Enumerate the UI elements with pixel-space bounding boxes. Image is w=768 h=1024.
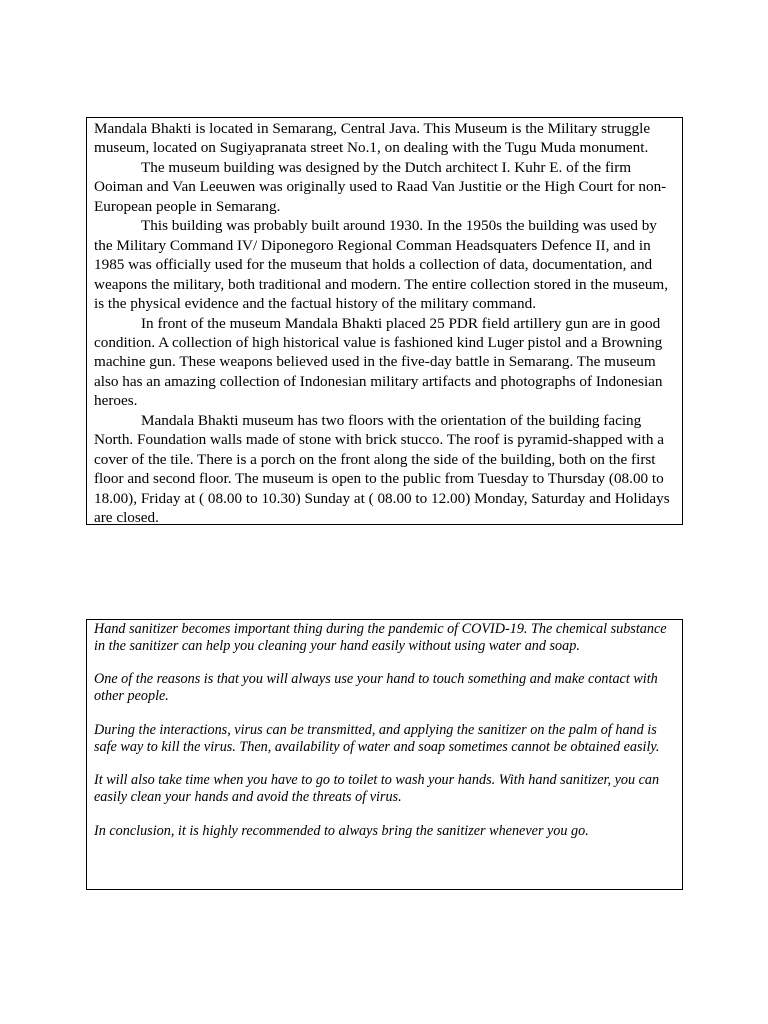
sanitizer-paragraph-conclusion: In conclusion, it is highly recommended to always bring the sanitizer whenever you go. bbox=[94, 822, 589, 839]
museum-paragraph-architect: The museum building was designed by the Dutch architect I. Kuhr E. of the firm Ooiman and Van Leeuwen was originally used to Raad Van Justitie or the High Court for non-European people in Semarang. bbox=[94, 158, 667, 215]
museum-paragraph-collection: In front of the museum Mandala Bhakti placed 25 PDR field artillery gun are in good condition. A collection of high historical value is fashioned kind Luger pistol and a Browning machine gun. These weapons believed used in the five-day battle in Semarang. The museum also has an amazing collection of Indonesian military artifacts and photographs of Indonesian heroes. bbox=[94, 314, 663, 410]
sanitizer-paragraph-toilet: It will also take time when you have to go to toilet to wash your hands. With hand sanitizer, you can easily clean your hands and avoid the threats of virus. bbox=[94, 772, 660, 805]
sanitizer-text-box bbox=[86, 619, 683, 890]
museum-text-box bbox=[86, 117, 683, 525]
museum-paragraph-building: Mandala Bhakti museum has two floors with the orientation of the building facing North. Foundation walls made of stone with brick stucco. The roof is pyramid-shapped with a cover of the tile. There is a porch on the front along the side of the building, both on the first floor and second floor. The museum is open to the public from Tuesday to Thursday (08.00 to 18.00), Friday at ( 08.00 to 10.30) Sunday at ( 08.00 to 12.00) Monday, Saturday and Holidays are closed. bbox=[94, 411, 670, 527]
museum-paragraph-intro: Mandala Bhakti is located in Semarang, Central Java. This Museum is the Military struggle museum, located on Sugiyapranata street No.1, on dealing with the Tugu Muda monument. bbox=[94, 120, 651, 157]
sanitizer-paragraph-intro: Hand sanitizer becomes important thing during the pandemic of COVID-19. The chemical substance in the sanitizer can help you cleaning your hand easily without using water and soap. bbox=[94, 621, 667, 654]
museum-paragraph-history: This building was probably built around 1930. In the 1950s the building was used by the Military Command IV/ Diponegoro Regional Comman Headsquaters Defence II, and in 1985 was officially used for the museum that holds a collection of data, documentation, and weapons the military, both traditional and modern. The entire collection stored in the museum, is the physical evidence and the factual history of the military command. bbox=[94, 217, 669, 313]
sanitizer-paragraph-reason: One of the reasons is that you will always use your hand to touch something and make contact with other people. bbox=[94, 671, 658, 705]
sanitizer-paragraph-interactions: During the interactions, virus can be transmitted, and applying the sanitizer on the palm of hand is safe way to kill the virus. Then, availability of water and soap sometimes cannot be obtained easily. bbox=[94, 721, 660, 755]
